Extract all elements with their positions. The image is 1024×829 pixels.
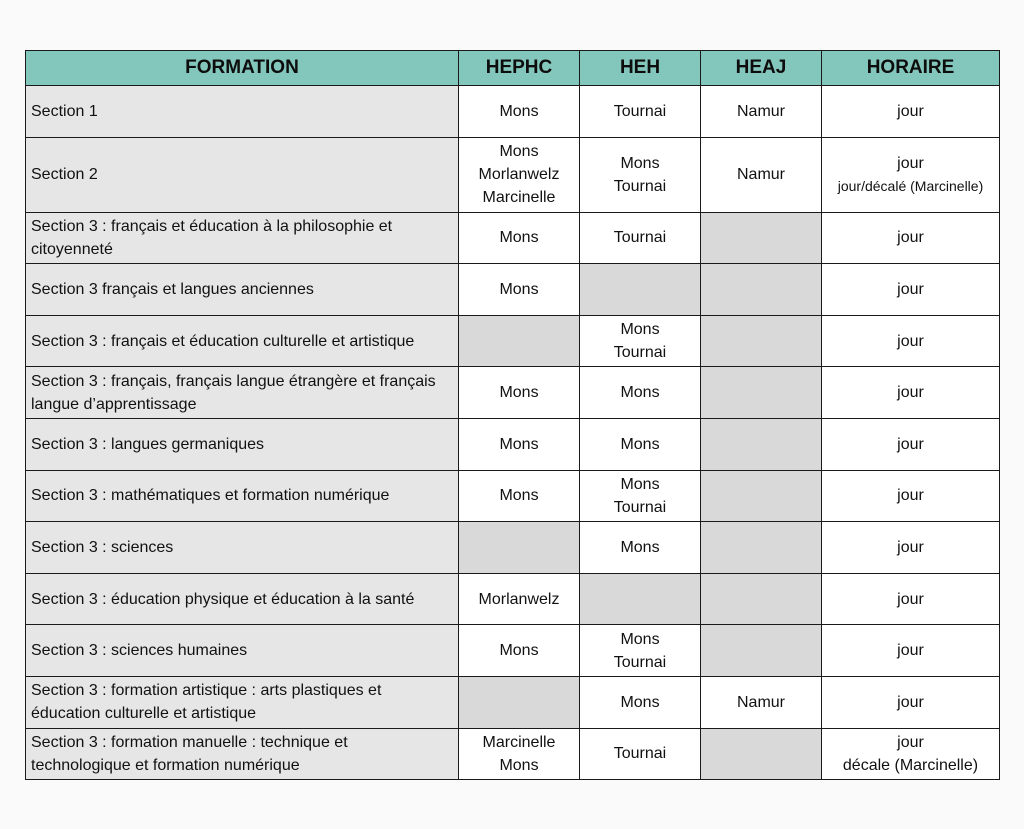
heaj-cell [701, 86, 822, 138]
table-row [26, 676, 1000, 728]
formation-cell: Section 3 : formation manuelle : technique et technologique et formation numérique [26, 728, 459, 780]
horaire-value: jour [897, 229, 924, 247]
hephc-value: Mons [499, 642, 539, 660]
heaj-cell [701, 315, 822, 367]
horaire-value: jour/décalé (Marcinelle) [837, 177, 984, 194]
hephc-value: Morlanwelz [478, 590, 560, 608]
heaj-cell [701, 625, 822, 677]
heh-value: Tournai [613, 653, 667, 671]
heh-value: Mons [620, 321, 660, 339]
heh-cell [580, 137, 701, 212]
horaire-value: jour [897, 435, 924, 453]
hephc-cell [459, 728, 580, 780]
formation-cell: Section 3 : sciences [26, 522, 459, 574]
hephc-value: Morlanwelz [478, 166, 560, 184]
heh-cell [580, 522, 701, 574]
formation-cell: Section 3 : français, français langue étrangère et français langue d’apprentissage [26, 367, 459, 419]
heh-cell [580, 470, 701, 522]
hephc-cell [459, 137, 580, 212]
formation-table [25, 50, 1000, 780]
horaire-cell [822, 728, 1000, 780]
horaire-value: jour [897, 102, 924, 120]
heh-cell [580, 625, 701, 677]
table-row [26, 86, 1000, 138]
heh-value: Mons [620, 630, 660, 648]
hephc-value: Mons [499, 229, 539, 247]
header-horaire: HORAIRE [822, 51, 1000, 86]
horaire-cell [822, 212, 1000, 264]
hephc-cell [459, 212, 580, 264]
heaj-value: Namur [736, 693, 785, 711]
heh-value: Mons [620, 538, 660, 556]
horaire-cell [822, 264, 1000, 316]
hephc-cell [459, 315, 580, 367]
horaire-cell [822, 625, 1000, 677]
formation-cell: Section 3 : sciences humaines [26, 625, 459, 677]
formation-cell: Section 3 : langues germaniques [26, 418, 459, 470]
header-formation: FORMATION [26, 51, 459, 86]
heaj-cell [701, 418, 822, 470]
hephc-value: Marcinelle [482, 733, 556, 751]
heaj-cell [701, 470, 822, 522]
heaj-value: Namur [736, 102, 785, 120]
horaire-value: jour [897, 733, 924, 751]
heh-cell [580, 573, 701, 625]
hephc-value: Mons [499, 280, 539, 298]
hephc-value: Mons [499, 756, 539, 774]
hephc-value: Mons [499, 384, 539, 402]
heaj-cell [701, 137, 822, 212]
heaj-cell [701, 676, 822, 728]
hephc-value: Mons [499, 487, 539, 505]
horaire-value: jour [897, 590, 924, 608]
hephc-cell [459, 367, 580, 419]
heaj-value: Namur [736, 166, 785, 184]
heh-value: Tournai [613, 498, 667, 516]
hephc-cell [459, 625, 580, 677]
hephc-cell [459, 470, 580, 522]
hephc-cell [459, 522, 580, 574]
hephc-value: Mons [499, 102, 539, 120]
heh-value: Tournai [613, 229, 667, 247]
table-row [26, 418, 1000, 470]
hephc-cell [459, 264, 580, 316]
table-row [26, 625, 1000, 677]
horaire-cell [822, 573, 1000, 625]
heh-cell [580, 728, 701, 780]
horaire-cell [822, 418, 1000, 470]
horaire-cell [822, 315, 1000, 367]
heaj-cell [701, 728, 822, 780]
hephc-value: Mons [499, 143, 539, 161]
heh-cell [580, 212, 701, 264]
horaire-value: jour [897, 384, 924, 402]
horaire-cell [822, 86, 1000, 138]
heh-value: Mons [620, 384, 660, 402]
table-row [26, 573, 1000, 625]
heh-cell [580, 676, 701, 728]
table-row [26, 470, 1000, 522]
table-body [26, 86, 1000, 780]
horaire-cell [822, 676, 1000, 728]
heaj-cell [701, 573, 822, 625]
hephc-cell [459, 86, 580, 138]
hephc-cell [459, 676, 580, 728]
formation-cell: Section 3 français et langues anciennes [26, 264, 459, 316]
header-heaj: HEAJ [701, 51, 822, 86]
formation-cell: Section 3 : français et éducation culturelle et artistique [26, 315, 459, 367]
hephc-cell [459, 418, 580, 470]
heaj-cell [701, 367, 822, 419]
hephc-cell [459, 573, 580, 625]
formation-cell: Section 1 [26, 86, 459, 138]
table-row [26, 522, 1000, 574]
heh-value: Mons [620, 154, 660, 172]
table-header-row [26, 51, 1000, 86]
heh-value: Tournai [613, 745, 667, 763]
horaire-value: décale (Marcinelle) [842, 756, 979, 774]
table-row [26, 212, 1000, 264]
formation-table-container [25, 50, 999, 780]
header-hephc: HEPHC [459, 51, 580, 86]
formation-cell: Section 2 [26, 137, 459, 212]
horaire-value: jour [897, 693, 924, 711]
horaire-cell [822, 522, 1000, 574]
heh-cell [580, 418, 701, 470]
heh-cell [580, 86, 701, 138]
formation-cell: Section 3 : français et éducation à la philosophie et citoyenneté [26, 212, 459, 264]
heaj-cell [701, 212, 822, 264]
horaire-value: jour [897, 642, 924, 660]
heh-value: Mons [620, 435, 660, 453]
table-row [26, 367, 1000, 419]
header-heh: HEH [580, 51, 701, 86]
horaire-cell [822, 367, 1000, 419]
formation-cell: Section 3 : formation artistique : arts plastiques et éducation culturelle et artistique [26, 676, 459, 728]
table-row [26, 137, 1000, 212]
heaj-cell [701, 522, 822, 574]
hephc-value: Mons [499, 435, 539, 453]
heaj-cell [701, 264, 822, 316]
horaire-value: jour [897, 280, 924, 298]
horaire-value: jour [897, 487, 924, 505]
heh-value: Mons [620, 475, 660, 493]
heh-cell [580, 367, 701, 419]
horaire-cell [822, 137, 1000, 212]
horaire-cell [822, 470, 1000, 522]
heh-value: Tournai [613, 177, 667, 195]
table-row [26, 264, 1000, 316]
horaire-value: jour [897, 538, 924, 556]
heh-value: Mons [620, 693, 660, 711]
heh-cell [580, 315, 701, 367]
hephc-value: Marcinelle [482, 189, 556, 207]
horaire-value: jour [897, 154, 924, 172]
heh-cell [580, 264, 701, 316]
heh-value: Tournai [613, 344, 667, 362]
horaire-value: jour [897, 332, 924, 350]
formation-cell: Section 3 : éducation physique et éducation à la santé [26, 573, 459, 625]
table-row [26, 315, 1000, 367]
table-row [26, 728, 1000, 780]
formation-cell: Section 3 : mathématiques et formation numérique [26, 470, 459, 522]
heh-value: Tournai [613, 102, 667, 120]
